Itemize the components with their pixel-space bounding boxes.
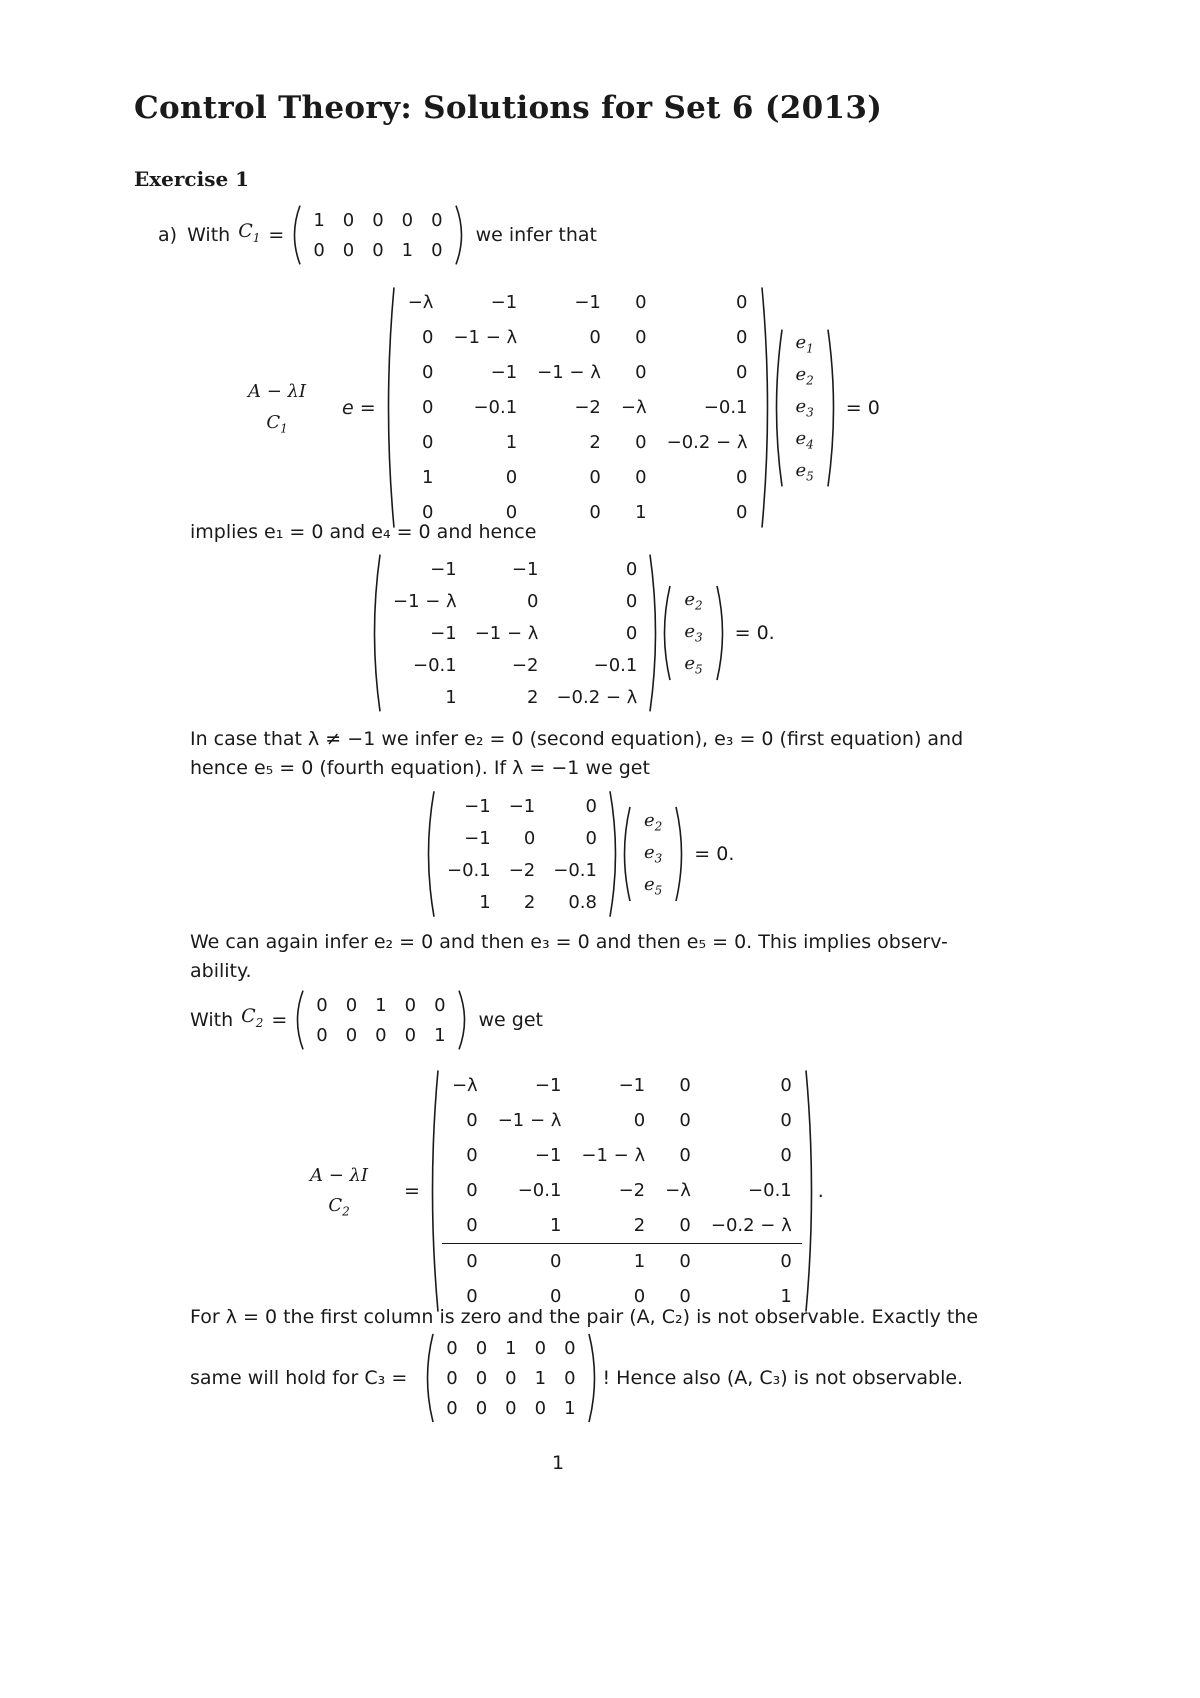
matrix-cell: 0 <box>466 1145 478 1166</box>
matrix-cell: 0 <box>534 1337 547 1359</box>
matrix-cell: 0 <box>431 239 443 261</box>
matrix-row <box>442 1208 802 1244</box>
matrix-cell: 0 <box>421 397 434 418</box>
matrix-cell: 0 <box>655 1244 701 1280</box>
c1-symbol: $C_1$ <box>238 220 261 245</box>
matrix-row <box>307 1020 454 1050</box>
vector-entry: $e_3$ <box>795 395 814 420</box>
matrix-cell: 0 <box>736 467 748 488</box>
matrix-cell: 1 <box>549 1215 562 1236</box>
c2-symbol: $C_2$ <box>241 1005 264 1030</box>
matrix-cell: −0.1 <box>593 654 638 676</box>
matrix-cell: 0 <box>589 467 601 488</box>
matrix-cell: 1 <box>564 1397 576 1419</box>
matrix-row <box>442 1068 802 1103</box>
matrix-cell: 0 <box>475 1397 488 1419</box>
equals-sign-2: = <box>271 1008 288 1031</box>
vector-entry: $e_5$ <box>684 653 703 677</box>
matrix-cell: −1 <box>618 1075 646 1096</box>
equation-1 <box>238 285 888 530</box>
matrix-row <box>384 649 646 681</box>
matrix-cell: −1 − λ <box>393 590 457 612</box>
matrix-cell: 1 <box>401 239 414 261</box>
matrix-row <box>398 320 758 355</box>
matrix-cell: −λ <box>451 1075 478 1096</box>
matrix-cell: 0 <box>421 362 434 383</box>
period-mark: . <box>817 1180 824 1202</box>
matrix-row <box>442 1244 802 1280</box>
matrix-cell: −λ <box>407 292 434 313</box>
matrix-cell: −1 <box>464 827 491 849</box>
vector-entry: $e_5$ <box>643 874 663 898</box>
matrix-cell: 0 <box>421 432 434 453</box>
matrix-cell: 0 <box>488 1244 572 1280</box>
right-paren <box>454 205 468 265</box>
matrix-cell: 0 <box>404 1024 417 1046</box>
matrix-cell: 0 <box>585 827 597 849</box>
c2-matrix <box>307 990 454 1050</box>
same-hold-text: same will hold for C₃ = <box>190 1366 408 1389</box>
matrix-cell: 0 <box>635 467 647 488</box>
case-line-2: hence e₅ = 0 (fourth equation). If λ = −1 we get <box>190 757 650 779</box>
equals-sign-3: = <box>404 1180 420 1202</box>
matrix-row <box>398 390 758 425</box>
equation-4 <box>300 1068 832 1314</box>
vector-entry: $e_2$ <box>643 810 663 834</box>
matrix-cell: 0 <box>345 1024 358 1046</box>
matrix-cell: 0 <box>475 1337 488 1359</box>
vector-entry: $e_4$ <box>795 427 814 452</box>
c3-definition <box>190 1333 963 1423</box>
matrix-cell: 0 <box>431 209 443 231</box>
matrix-cell: 0 <box>633 1286 646 1307</box>
matrix-cell: 0 <box>446 1397 458 1419</box>
matrix-cell: −1 <box>534 1075 562 1096</box>
matrix-cell: −1 − λ <box>581 1145 646 1166</box>
vector-entry: $e_3$ <box>684 621 703 645</box>
matrix-cell: 0 <box>679 1075 691 1096</box>
matrix-cell: 1 <box>505 1337 517 1359</box>
matrix-cell: −1 <box>464 795 491 817</box>
matrix-cell: −1 − λ <box>474 622 539 644</box>
matrix-row <box>384 681 646 713</box>
matrix-cell: 1 <box>534 1367 547 1389</box>
left-paren <box>658 585 672 681</box>
matrix-cell: 0 <box>372 239 384 261</box>
left-paren <box>426 1068 440 1314</box>
matrix-cell: 0 <box>523 827 536 849</box>
stack-top: A − λI <box>248 381 307 402</box>
matrix-cell: −1 <box>534 1145 562 1166</box>
matrix-cell: 1 <box>479 891 491 913</box>
case-paragraph <box>190 725 963 783</box>
right-paren <box>804 1068 818 1314</box>
matrix-row <box>304 235 451 265</box>
matrix-row <box>442 1173 802 1208</box>
matrix-cell: 0 <box>635 362 647 383</box>
matrix-cell: 0 <box>589 502 601 523</box>
matrix-cell: 0 <box>505 467 518 488</box>
matrix-cell: 0 <box>679 1110 691 1131</box>
matrix-cell: 0 <box>316 1024 328 1046</box>
matrix-row <box>398 355 758 390</box>
matrix-cell: 0 <box>345 994 358 1016</box>
matrix-cell: 0 <box>679 1145 691 1166</box>
matrix-row <box>438 822 606 854</box>
matrix-cell: −λ <box>620 397 647 418</box>
matrix-cell: 0 <box>701 1244 802 1280</box>
matrix-cell: 0 <box>679 1286 691 1307</box>
matrix-cell: −2 <box>618 1180 646 1201</box>
matrix-cell: 0 <box>505 502 518 523</box>
matrix-cell: 1 <box>313 209 325 231</box>
matrix-cell: −2 <box>508 859 536 881</box>
equals-zero-period: = 0. <box>734 622 775 644</box>
matrix-row <box>437 1393 584 1423</box>
matrix-cell: 0 <box>342 239 355 261</box>
matrix-row <box>398 425 758 460</box>
matrix-cell: 0.8 <box>568 891 597 913</box>
again-paragraph <box>190 928 948 986</box>
matrix-cell: −1 <box>430 622 457 644</box>
equals-zero: = 0 <box>845 396 880 419</box>
matrix-cell: 0 <box>316 994 328 1016</box>
implies-text: implies e₁ = 0 and e₄ = 0 and hence <box>190 521 537 543</box>
matrix-row <box>438 886 606 918</box>
matrix-cell: −0.1 <box>517 1180 562 1201</box>
equation-2 <box>384 553 783 713</box>
left-paren <box>288 205 302 265</box>
matrix-cell: −0.2 − λ <box>710 1215 792 1236</box>
matrix-row <box>398 460 758 495</box>
reduced-matrix <box>384 553 646 713</box>
matrix-cell: 1 <box>571 1244 655 1280</box>
matrix-cell: 1 <box>780 1286 792 1307</box>
exercise-heading: Exercise 1 <box>134 167 250 191</box>
matrix-cell: −0.2 − λ <box>666 432 748 453</box>
big-matrix-1 <box>398 285 758 530</box>
matrix-row <box>304 205 451 235</box>
right-paren <box>457 990 471 1050</box>
matrix-cell: 0 <box>375 1024 387 1046</box>
matrix-row <box>384 585 646 617</box>
stack2-top: A − λI <box>310 1164 369 1186</box>
matrix-cell: −0.1 <box>447 859 491 881</box>
vector-entry: $e_3$ <box>643 842 663 866</box>
matrix-cell: 0 <box>736 362 748 383</box>
matrix-cell: 0 <box>780 1145 792 1166</box>
matrix-cell: 0 <box>635 432 647 453</box>
vector-entry: $e_2$ <box>795 363 814 388</box>
c1-definition <box>158 205 597 265</box>
matrix-cell: 0 <box>635 292 647 313</box>
matrix-cell: −1 <box>430 558 457 580</box>
with-label: With <box>187 223 231 246</box>
left-paren <box>368 553 382 713</box>
matrix-cell: 2 <box>589 432 601 453</box>
c3-matrix <box>437 1333 584 1423</box>
matrix-cell: 0 <box>442 1244 488 1280</box>
matrix-cell: −1 − λ <box>453 327 518 348</box>
e-vector-5 <box>786 328 824 488</box>
left-paren <box>770 328 784 488</box>
matrix-cell: 0 <box>589 327 601 348</box>
matrix-cell: −0.1 <box>473 397 518 418</box>
matrix-cell: 0 <box>585 795 597 817</box>
e-vector-3b <box>634 806 672 902</box>
vector-entry: $e_5$ <box>795 459 814 484</box>
again-line-2: ability. <box>190 960 252 982</box>
matrix-cell: 0 <box>780 1075 792 1096</box>
matrix-cell: 0 <box>505 1397 517 1419</box>
page-title: Control Theory: Solutions for Set 6 (2013) <box>134 90 883 126</box>
stack-a-c2 <box>300 1159 378 1223</box>
matrix-cell: 0 <box>736 327 748 348</box>
matrix-cell: 0 <box>549 1286 562 1307</box>
matrix-cell: 0 <box>466 1215 478 1236</box>
matrix-cell: 0 <box>679 1215 691 1236</box>
matrix-cell: −2 <box>511 654 539 676</box>
matrix-cell: 0 <box>625 590 638 612</box>
matrix-row <box>442 1103 802 1138</box>
c1-matrix <box>304 205 451 265</box>
matrix-cell: 0 <box>372 209 384 231</box>
right-paren <box>587 1333 601 1423</box>
matrix-cell: −0.2 − λ <box>556 686 638 708</box>
matrix-row <box>442 1138 802 1173</box>
matrix-cell: −1 <box>511 558 539 580</box>
matrix-row <box>384 617 646 649</box>
matrix-cell: 0 <box>625 558 638 580</box>
matrix-cell: 0 <box>434 994 446 1016</box>
left-paren <box>618 806 632 902</box>
again-line-1: We can again infer e₂ = 0 and then e₃ = 0 and then e₅ = 0. This implies observ- <box>190 931 948 953</box>
matrix-cell: 2 <box>523 891 536 913</box>
equals-zero-period-2: = 0. <box>694 843 735 865</box>
hence-text: ! Hence also (A, C₃) is not observable. <box>602 1366 964 1389</box>
right-paren <box>826 328 840 488</box>
matrix-cell: −0.1 <box>413 654 457 676</box>
matrix-cell: −0.1 <box>553 859 597 881</box>
e-vector-3 <box>674 585 712 681</box>
matrix-cell: 0 <box>736 502 748 523</box>
matrix-cell: 0 <box>446 1337 458 1359</box>
matrix-cell: 0 <box>404 994 417 1016</box>
we-get-text: we get <box>478 1008 543 1031</box>
matrix-cell: 0 <box>342 209 355 231</box>
matrix-row <box>384 553 646 585</box>
matrix-row <box>438 790 606 822</box>
matrix-cell: −1 <box>490 362 518 383</box>
matrix-row <box>398 285 758 320</box>
matrix-cell: 0 <box>780 1110 792 1131</box>
matrix-cell: 1 <box>505 432 518 453</box>
matrix-row <box>437 1363 584 1393</box>
right-paren <box>674 806 688 902</box>
c2-definition <box>190 990 543 1050</box>
right-paren <box>715 585 729 681</box>
matrix-cell: 0 <box>534 1397 547 1419</box>
matrix-cell: 0 <box>421 327 434 348</box>
matrix-cell: 2 <box>633 1215 646 1236</box>
matrix-cell: −0.1 <box>703 397 748 418</box>
matrix-cell: 0 <box>633 1110 646 1131</box>
matrix-cell: 1 <box>421 467 434 488</box>
equation-3 <box>438 790 742 918</box>
matrix-cell: 0 <box>446 1367 458 1389</box>
matrix-row <box>438 854 606 886</box>
matrix-row <box>307 990 454 1020</box>
part-a-label: a) <box>158 223 178 246</box>
matrix-cell: −1 <box>490 292 518 313</box>
matrix-cell: 1 <box>635 502 647 523</box>
observability-line: For λ = 0 the first column is zero and the pair (A, C₂) is not observable. Exactly the <box>190 1306 979 1328</box>
matrix-cell: 0 <box>466 1286 478 1307</box>
left-paren <box>422 790 436 918</box>
matrix-cell: 0 <box>736 292 748 313</box>
matrix-cell: 0 <box>564 1337 576 1359</box>
matrix-cell: −1 <box>508 795 536 817</box>
lambda-minus-one-matrix <box>438 790 606 918</box>
infer-that-text: we infer that <box>475 223 597 246</box>
vector-entry: $e_2$ <box>684 589 703 613</box>
matrix-cell: −1 − λ <box>537 362 601 383</box>
matrix-cell: −λ <box>665 1180 691 1201</box>
matrix-row <box>437 1333 584 1363</box>
matrix-cell: 0 <box>313 239 325 261</box>
vector-entry: $e_1$ <box>795 331 814 356</box>
matrix-cell: 0 <box>475 1367 488 1389</box>
matrix-cell: 0 <box>526 590 539 612</box>
matrix-cell: 1 <box>375 994 387 1016</box>
with-label-2: With <box>190 1008 234 1031</box>
matrix-cell: 2 <box>526 686 539 708</box>
e-equals: e = <box>342 396 376 419</box>
big-matrix-2 <box>442 1068 802 1314</box>
left-paren <box>291 990 305 1050</box>
matrix-cell: 1 <box>445 686 457 708</box>
stack2-bottom: $C_2$ <box>328 1195 350 1219</box>
matrix-cell: −2 <box>574 397 601 418</box>
matrix-cell: 0 <box>466 1110 478 1131</box>
matrix-cell: 1 <box>434 1024 446 1046</box>
matrix-cell: 0 <box>625 622 638 644</box>
matrix-cell: 0 <box>635 327 647 348</box>
matrix-cell: −1 − λ <box>497 1110 562 1131</box>
matrix-cell: −0.1 <box>748 1180 792 1201</box>
page-number: 1 <box>552 1452 565 1474</box>
equals-sign: = <box>268 223 285 246</box>
matrix-cell: 0 <box>421 502 434 523</box>
left-paren <box>382 285 396 530</box>
matrix-cell: −1 <box>574 292 601 313</box>
matrix-cell: 0 <box>564 1367 576 1389</box>
stack-bottom: $C_1$ <box>266 411 288 436</box>
matrix-cell: 0 <box>466 1180 478 1201</box>
stack-a-c1 <box>238 376 316 440</box>
left-paren <box>421 1333 435 1423</box>
case-line-1: In case that λ ≠ −1 we infer e₂ = 0 (second equation), e₃ = 0 (first equation) and <box>190 728 964 750</box>
matrix-cell: 0 <box>401 209 414 231</box>
matrix-cell: 0 <box>505 1367 517 1389</box>
